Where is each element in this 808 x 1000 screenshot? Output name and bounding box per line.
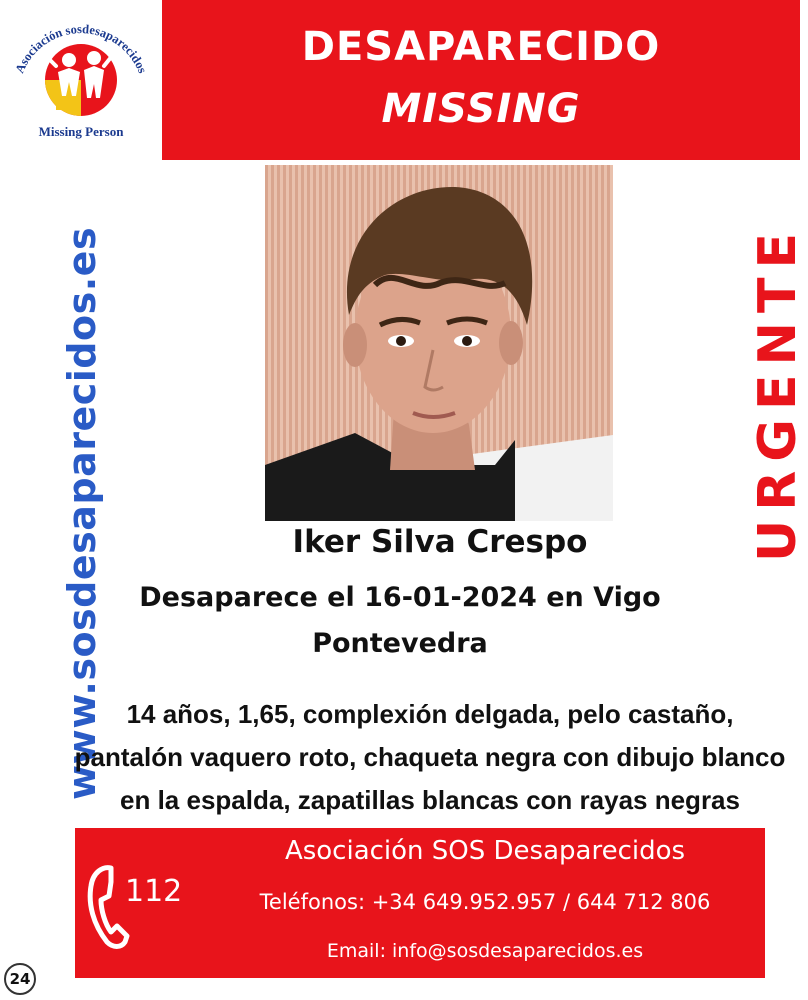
description-line: en la espalda, zapatillas blancas con rayas negras (120, 785, 740, 815)
contact-email: Email: info@sosdesaparecidos.es (326, 940, 644, 962)
organization-logo (0, 0, 162, 160)
contact-phones: Teléfonos: +34 649.952.957 / 644 712 806 (259, 890, 711, 914)
person-name: Iker Silva Crespo (292, 524, 588, 560)
description-line: 14 años, 1,65, complexión delgada, pelo castaño, (126, 699, 734, 729)
svg-text:Asociación sosdesaparecidos: Asociación sosdesaparecidos (12, 22, 150, 76)
person-description (60, 693, 800, 822)
missing-person-photo (265, 165, 613, 521)
header-title: DESAPARECIDO (301, 24, 661, 70)
website-url: www.sosdesaparecidos.es (60, 226, 104, 800)
phone-icon (81, 862, 131, 952)
logo-caption: Missing Person (38, 124, 124, 139)
footer-organization: Asociación SOS Desaparecidos (284, 836, 686, 866)
contact-footer (75, 828, 765, 978)
source-badge: 24 (4, 963, 36, 995)
disappearance-place: Pontevedra (312, 628, 488, 659)
people-emblem-icon (36, 36, 126, 118)
emergency-number: 112 (125, 874, 183, 909)
description-line: pantalón vaquero roto, chaqueta negra con dibujo blanco (74, 742, 786, 772)
disappearance-date: Desaparece el 16-01-2024 en Vigo (139, 582, 661, 613)
urgent-label: URGENTE (748, 224, 808, 562)
header-subtitle: MISSING (381, 86, 581, 132)
portrait-illustration (265, 165, 613, 521)
header-banner (162, 0, 800, 160)
